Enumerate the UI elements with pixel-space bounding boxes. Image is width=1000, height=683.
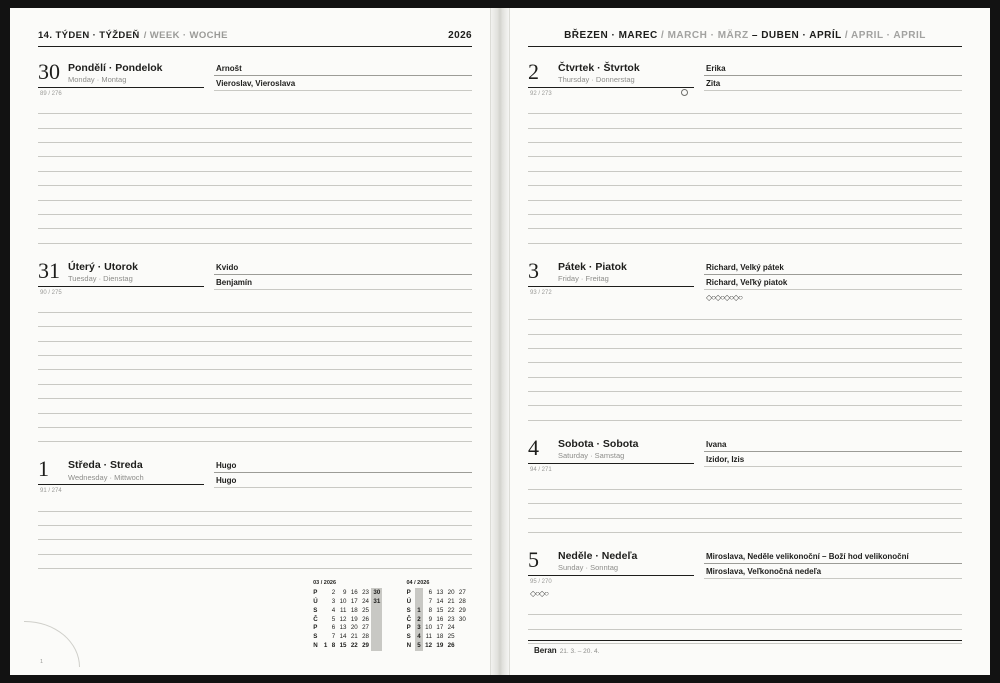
nameday-block[interactable]: [704, 61, 962, 91]
mini-calendar-march: [311, 580, 382, 651]
day-number: 4: [528, 434, 539, 460]
writing-line[interactable]: [38, 512, 472, 526]
day-entry-wednesday[interactable]: [38, 458, 472, 494]
writing-line[interactable]: [38, 172, 472, 186]
writing-line[interactable]: [528, 186, 962, 200]
mini-cell: 15: [436, 606, 444, 614]
mini-cell: 6: [428, 588, 433, 596]
mini-cell: 21: [447, 597, 455, 605]
day-of-year: 94 / 271: [530, 466, 552, 473]
writing-line[interactable]: [38, 129, 472, 143]
right-page-header: [528, 30, 962, 47]
mini-cell: 4: [331, 606, 336, 614]
mini-cell: 1: [323, 642, 328, 650]
day-of-year: 93 / 272: [530, 289, 552, 296]
mini-cell: 2: [331, 588, 336, 596]
nameday-cz: Richard, Velký pátek: [704, 260, 962, 275]
mini-cell: 19: [350, 615, 358, 623]
mini-cell-highlight: 3: [415, 624, 423, 633]
writing-line[interactable]: [38, 540, 472, 554]
writing-line[interactable]: [38, 497, 472, 511]
mini-dow: S: [313, 633, 318, 641]
mini-dow: N: [406, 642, 412, 650]
mini-cell: 9: [343, 588, 347, 596]
writing-lines-friday[interactable]: [528, 306, 962, 421]
mini-calendar-april: [404, 580, 468, 651]
writing-line[interactable]: [528, 519, 962, 533]
mini-cell: 29: [362, 642, 369, 650]
mini-cell: 27: [362, 624, 369, 632]
writing-lines-tuesday[interactable]: [38, 299, 472, 443]
month-label-1-translation: / MARCH · MÄRZ: [657, 30, 752, 41]
day-name-primary: Pondělí · Pondelok: [68, 62, 163, 74]
nameday-cz: Ivana: [704, 437, 962, 452]
day-name-secondary: Wednesday · Mittwoch: [68, 472, 144, 482]
day-number: 3: [528, 257, 539, 283]
mini-cell-highlight: [371, 642, 382, 651]
mini-cell: [322, 588, 330, 597]
mini-dow: P: [313, 624, 318, 632]
mini-cell: 21: [350, 633, 358, 641]
day-entry-monday[interactable]: [38, 61, 472, 97]
mini-calendar-title: 03 / 2026: [313, 580, 337, 587]
writing-line[interactable]: [528, 100, 962, 114]
mini-cell-highlight: 30: [371, 588, 382, 597]
day-name-primary: Neděle · Nedeľa: [558, 550, 638, 563]
day-number: 31: [38, 257, 60, 283]
day-name-secondary: Saturday · Samstag: [558, 450, 625, 460]
day-entry-saturday[interactable]: [528, 434, 962, 473]
mini-dow: P: [313, 588, 318, 596]
writing-line[interactable]: [528, 320, 962, 334]
writing-line[interactable]: [528, 630, 962, 644]
nameday-block[interactable]: [214, 61, 472, 91]
nameday-sk: Izidor, Izis: [704, 452, 962, 467]
mini-cell: [322, 597, 330, 606]
mini-cell-highlight: [415, 597, 423, 606]
mini-cell-highlight: 5: [415, 642, 423, 651]
writing-line[interactable]: [38, 370, 472, 384]
writing-line[interactable]: [528, 129, 962, 143]
writing-lines-monday[interactable]: [38, 100, 472, 244]
mini-cell: 18: [350, 606, 358, 614]
day-number: 2: [528, 59, 539, 84]
nameday-sk: Miroslava, Veľkonočná nedeľa: [704, 564, 962, 579]
writing-line[interactable]: [528, 378, 962, 392]
day-entry-thursday[interactable]: [528, 61, 962, 97]
mini-cell: 13: [339, 624, 347, 632]
zodiac-name: Beran: [534, 646, 557, 655]
mini-cell: 23: [447, 615, 455, 623]
mini-cell-highlight: [371, 624, 382, 633]
day-of-year: 91 / 274: [40, 488, 62, 495]
mini-cell: 14: [436, 597, 444, 605]
day-name-primary: Čtvrtek · Štvrtok: [558, 62, 640, 74]
day-of-year: 92 / 273: [530, 90, 552, 97]
writing-line[interactable]: [528, 504, 962, 518]
nameday-block[interactable]: [214, 260, 472, 290]
mini-cell: 19: [436, 642, 444, 650]
writing-line[interactable]: [38, 186, 472, 200]
mini-cell: [322, 624, 330, 633]
writing-line[interactable]: [528, 615, 962, 629]
mini-cell: 22: [447, 606, 455, 614]
mini-cell: 12: [425, 642, 433, 650]
mini-dow: Ú: [406, 597, 412, 605]
footer-rule: [528, 640, 962, 641]
mini-cell: [322, 615, 330, 624]
mini-cell: 17: [436, 624, 444, 632]
writing-line[interactable]: [528, 143, 962, 157]
nameday-sk: Richard, Veľký piatok: [704, 275, 962, 290]
day-heading: [528, 61, 694, 88]
week-label: 14. TÝDEN · TÝŽDEŇ: [38, 30, 140, 41]
mini-cell: 28: [458, 597, 466, 605]
holiday-symbols: ◇○◇○◇○◇○: [706, 293, 742, 303]
mini-cell: 15: [339, 642, 347, 650]
day-entry-friday[interactable]: [528, 257, 962, 303]
mini-cell: 16: [350, 588, 358, 596]
writing-line[interactable]: [38, 399, 472, 413]
mini-cell: 12: [339, 615, 347, 623]
mini-dow: Č: [406, 615, 412, 623]
mini-cell: 11: [425, 633, 433, 641]
mini-cell-highlight: [371, 606, 382, 615]
mini-cell: 24: [447, 624, 455, 632]
month-label-1: BŘEZEN · MAREC: [564, 30, 658, 41]
mini-dow: Č: [313, 615, 318, 623]
nameday-cz: Kvido: [214, 260, 472, 275]
right-page: [510, 8, 990, 675]
day-entry-tuesday[interactable]: [38, 257, 472, 296]
writing-line[interactable]: [528, 490, 962, 504]
day-name-primary: Úterý · Utorok: [68, 260, 139, 273]
mini-cell-highlight: [415, 588, 423, 597]
mini-dow: S: [406, 633, 411, 641]
mini-cell: 26: [362, 615, 369, 623]
writing-line[interactable]: [528, 306, 962, 320]
mini-cell: 6: [331, 624, 336, 632]
writing-line[interactable]: [38, 100, 472, 114]
mini-cell-highlight: 1: [415, 606, 423, 615]
month-label-2: – DUBEN · APRÍL: [751, 30, 842, 41]
mini-cell: 28: [362, 633, 369, 641]
writing-line[interactable]: [38, 327, 472, 341]
day-heading: [38, 458, 204, 485]
mini-cell-highlight: 2: [415, 615, 423, 624]
page-number: 1: [40, 659, 44, 665]
mini-cell: 10: [425, 624, 433, 632]
mini-cell: 13: [436, 588, 444, 596]
writing-line[interactable]: [38, 114, 472, 128]
writing-line[interactable]: [38, 215, 472, 229]
nameday-cz: Arnošt: [214, 61, 472, 76]
mini-dow: P: [406, 588, 411, 596]
mini-cell: 18: [436, 633, 444, 641]
left-page-header: [38, 30, 472, 47]
day-name-secondary: Thursday · Donnerstag: [558, 75, 635, 85]
writing-line[interactable]: [528, 335, 962, 349]
writing-line[interactable]: [528, 215, 962, 229]
mini-cell: 26: [447, 642, 455, 650]
writing-lines-thursday[interactable]: [528, 100, 962, 244]
mini-cell: 20: [350, 624, 358, 632]
mini-cell: 25: [447, 633, 455, 641]
nameday-sk: Benjamín: [214, 275, 472, 290]
mini-cell: [457, 624, 468, 633]
mini-cell: 17: [350, 597, 358, 605]
day-name-primary: Sobota · Sobota: [558, 437, 639, 450]
writing-line[interactable]: [528, 392, 962, 406]
zodiac-footer: [534, 646, 599, 655]
nameday-block[interactable]: [704, 260, 962, 303]
holiday-symbols: ◇○◇○: [530, 588, 548, 598]
left-page: [10, 8, 490, 675]
mini-cell-highlight: 31: [371, 597, 382, 606]
writing-line[interactable]: [528, 349, 962, 363]
mini-cell: 22: [350, 642, 358, 650]
writing-line[interactable]: [38, 428, 472, 442]
page-corner-curl: [24, 621, 80, 667]
mini-cell: 9: [428, 615, 433, 623]
writing-line[interactable]: [38, 313, 472, 327]
mini-cell: 3: [331, 597, 336, 605]
week-label-translation: / WEEK · WOCHE: [143, 30, 228, 41]
writing-line[interactable]: [528, 363, 962, 377]
mini-cell: 25: [362, 606, 369, 614]
day-heading: [528, 434, 694, 464]
mini-cell: [457, 633, 468, 642]
mini-cell: 23: [362, 588, 369, 596]
day-name-secondary: Monday · Montag: [68, 75, 127, 85]
mini-dow: P: [406, 624, 411, 632]
writing-line[interactable]: [528, 114, 962, 128]
mini-calendar-title: 04 / 2026: [406, 580, 430, 587]
mini-cell: 16: [436, 615, 444, 623]
writing-line[interactable]: [38, 143, 472, 157]
mini-cell-highlight: 4: [415, 633, 423, 642]
mini-cell: [322, 606, 330, 615]
mini-cell: 10: [339, 597, 347, 605]
day-name-secondary: Tuesday · Dienstag: [68, 273, 133, 283]
nameday-cz: Erika: [704, 61, 962, 76]
nameday-sk: Hugo: [214, 473, 472, 488]
day-number: 1: [38, 456, 49, 482]
day-number: 30: [38, 59, 60, 84]
writing-line[interactable]: [528, 172, 962, 186]
book-gutter: [490, 8, 510, 675]
mini-cell: [457, 642, 468, 651]
writing-line[interactable]: [528, 406, 962, 420]
day-name-primary: Pátek · Piatok: [558, 260, 627, 273]
nameday-block[interactable]: [214, 458, 472, 488]
day-of-year: 89 / 276: [40, 90, 62, 97]
writing-line[interactable]: [38, 385, 472, 399]
mini-dow: S: [313, 606, 318, 614]
nameday-sk: Zita: [704, 76, 962, 91]
mini-cell: 24: [362, 597, 369, 605]
writing-line[interactable]: [38, 414, 472, 428]
nameday-cz: Hugo: [214, 458, 472, 473]
diary-spread: [10, 8, 990, 675]
mini-cell: 14: [339, 633, 347, 641]
writing-line[interactable]: [38, 555, 472, 569]
day-name-secondary: Sunday · Sonntag: [558, 563, 619, 573]
nameday-sk: Vieroslav, Vieroslava: [214, 76, 472, 91]
day-name-secondary: Friday · Freitag: [558, 273, 609, 283]
mini-dow: S: [406, 606, 411, 614]
mini-cell-highlight: [371, 633, 382, 642]
nameday-cz: Miroslava, Neděle velikonoční – Boží hod velikonoční: [704, 549, 962, 564]
full-moon-icon: [681, 89, 688, 96]
mini-cell: 8: [428, 606, 433, 614]
mini-cell: 20: [447, 588, 455, 596]
mini-cell-highlight: [371, 615, 382, 624]
mini-calendars: [311, 580, 468, 651]
mini-cell: 11: [340, 606, 347, 614]
mini-cell: 27: [458, 588, 466, 596]
mini-cell: 5: [331, 615, 336, 623]
nameday-block[interactable]: [704, 549, 962, 579]
mini-cell: 29: [458, 606, 466, 614]
month-label-2-translation: / APRIL · APRIL: [841, 30, 926, 41]
writing-line[interactable]: [528, 157, 962, 171]
writing-line[interactable]: [38, 356, 472, 370]
writing-lines-sunday[interactable]: [528, 601, 962, 644]
mini-cell: [322, 633, 330, 642]
day-name-primary: Středa · Streda: [68, 459, 143, 472]
day-of-year: 95 / 270: [530, 579, 552, 586]
day-heading: [38, 61, 204, 88]
writing-line[interactable]: [528, 229, 962, 243]
writing-lines-wednesday[interactable]: [38, 497, 472, 569]
writing-line[interactable]: [38, 157, 472, 171]
writing-lines-saturday[interactable]: [528, 476, 962, 534]
mini-dow: Ú: [313, 597, 318, 605]
mini-cell: 7: [428, 597, 433, 605]
day-of-year: 90 / 275: [40, 289, 62, 296]
zodiac-range: 21. 3. – 20. 4.: [559, 648, 600, 655]
writing-line[interactable]: [38, 201, 472, 215]
writing-line[interactable]: [528, 476, 962, 490]
day-heading: [528, 257, 694, 287]
writing-line[interactable]: [38, 342, 472, 356]
writing-line[interactable]: [38, 526, 472, 540]
mini-cell: 30: [458, 615, 466, 623]
writing-line[interactable]: [528, 601, 962, 615]
writing-line[interactable]: [38, 229, 472, 243]
day-number: 5: [528, 547, 539, 573]
mini-cell: 7: [331, 633, 336, 641]
writing-line[interactable]: [528, 201, 962, 215]
year-label: 2026: [448, 30, 472, 41]
day-heading: [528, 549, 694, 576]
day-entry-sunday[interactable]: [528, 549, 962, 598]
mini-cell: 8: [331, 642, 336, 650]
mini-dow: N: [313, 642, 318, 650]
nameday-block[interactable]: [704, 437, 962, 467]
day-heading: [38, 257, 204, 287]
writing-line[interactable]: [38, 299, 472, 313]
